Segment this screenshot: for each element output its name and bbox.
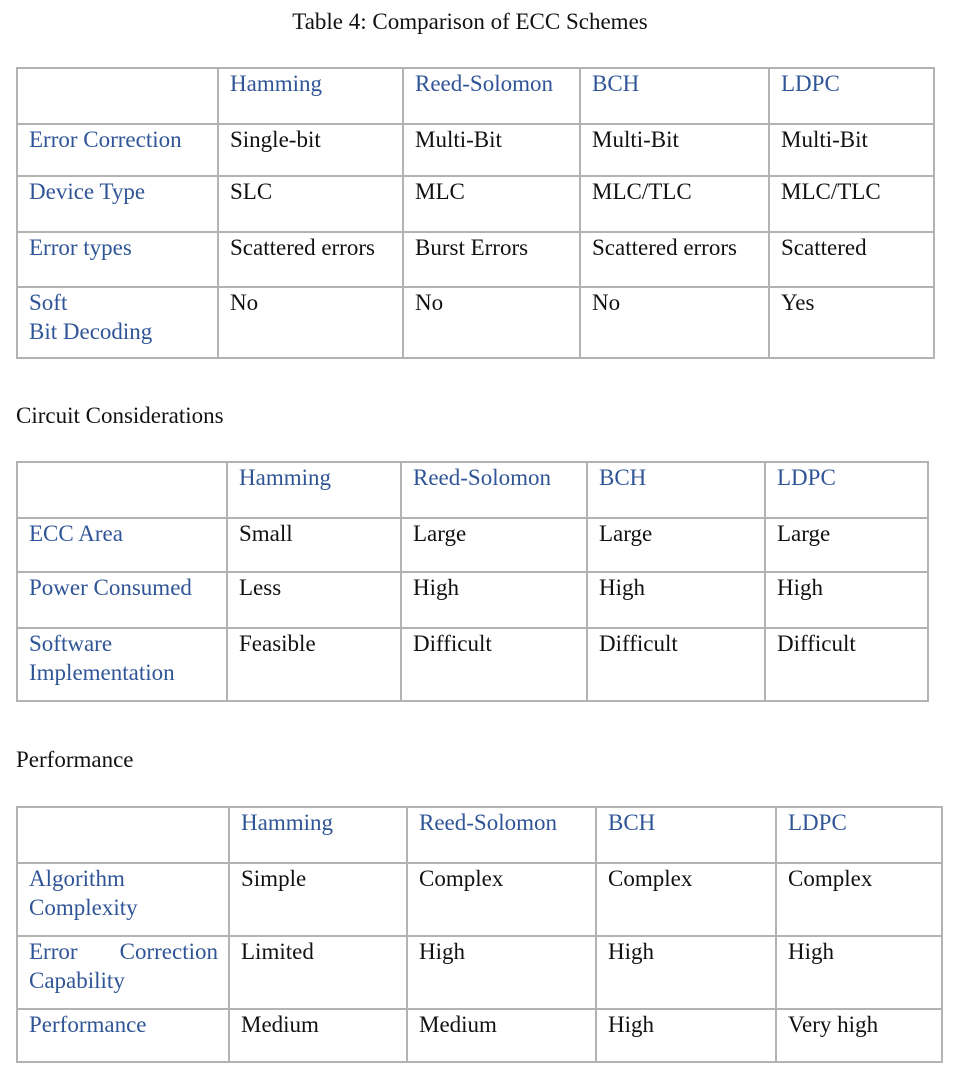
table-cell: Very high — [776, 1009, 942, 1062]
row-label-software-implementation — [17, 628, 227, 701]
table-row — [17, 518, 928, 572]
table-cell: Limited — [229, 936, 407, 1009]
table-cell: Multi-Bit — [769, 124, 934, 176]
table-row — [17, 124, 934, 176]
table-cell: No — [580, 287, 769, 358]
table-cell: High — [401, 572, 587, 628]
table-row — [17, 936, 942, 1009]
table-cell: Multi-Bit — [403, 124, 580, 176]
row-label-line: Implementation — [29, 660, 175, 685]
circuit-considerations-table — [16, 461, 929, 702]
table-cell: Large — [765, 518, 928, 572]
table-cell: Less — [227, 572, 401, 628]
table-row — [17, 287, 934, 358]
column-header-ldpc: LDPC — [769, 68, 934, 124]
table-cell: No — [403, 287, 580, 358]
table-cell: Medium — [229, 1009, 407, 1062]
table-cell: MLC/TLC — [580, 176, 769, 232]
table-cell: Difficult — [401, 628, 587, 701]
column-header-ldpc: LDPC — [765, 462, 928, 518]
row-label-line: Software — [29, 631, 113, 656]
header-empty-cell — [17, 462, 227, 518]
column-header-hamming: Hamming — [229, 807, 407, 863]
table-cell: High — [765, 572, 928, 628]
section-heading-circuit: Circuit Considerations — [16, 403, 224, 428]
table-header-row — [17, 462, 928, 518]
column-header-hamming: Hamming — [218, 68, 403, 124]
column-header-bch: BCH — [587, 462, 765, 518]
column-header-reed-solomon: Reed-Solomon — [407, 807, 596, 863]
table-cell: High — [596, 936, 776, 1009]
table-cell: Large — [587, 518, 765, 572]
table-row — [17, 628, 928, 701]
table-cell: MLC — [403, 176, 580, 232]
ecc-comparison-table — [16, 67, 935, 359]
table-row — [17, 232, 934, 287]
row-label-line: Capability — [29, 968, 125, 993]
table-cell: SLC — [218, 176, 403, 232]
table-header-row — [17, 807, 942, 863]
section-heading-performance: Performance — [16, 747, 134, 772]
column-header-reed-solomon: Reed-Solomon — [401, 462, 587, 518]
performance-table — [16, 806, 943, 1063]
table-cell: Yes — [769, 287, 934, 358]
header-empty-cell — [17, 68, 218, 124]
table-cell: High — [587, 572, 765, 628]
table-cell: Medium — [407, 1009, 596, 1062]
column-header-reed-solomon: Reed-Solomon — [403, 68, 580, 124]
table-cell: Scattered errors — [218, 232, 403, 287]
row-label-line: Soft — [29, 290, 68, 315]
row-label-line: Bit Decoding — [29, 319, 153, 344]
row-label-device-type: Device Type — [17, 176, 218, 232]
table-caption: Table 4: Comparison of ECC Schemes — [292, 9, 648, 34]
row-label-algorithm-complexity — [17, 863, 229, 936]
table-cell: MLC/TLC — [769, 176, 934, 232]
table-cell: Complex — [776, 863, 942, 936]
table-cell: Feasible — [227, 628, 401, 701]
column-header-ldpc: LDPC — [776, 807, 942, 863]
table-cell: Complex — [596, 863, 776, 936]
column-header-hamming: Hamming — [227, 462, 401, 518]
table-cell: No — [218, 287, 403, 358]
table-cell: High — [776, 936, 942, 1009]
table-cell: Small — [227, 518, 401, 572]
table-cell: High — [596, 1009, 776, 1062]
table-row — [17, 1009, 942, 1062]
column-header-bch: BCH — [596, 807, 776, 863]
table-cell: Single-bit — [218, 124, 403, 176]
table-cell: Complex — [407, 863, 596, 936]
table-row — [17, 572, 928, 628]
table-cell: Simple — [229, 863, 407, 936]
table-row — [17, 863, 942, 936]
row-label-line: Complexity — [29, 895, 138, 920]
row-label-ecc-area: ECC Area — [17, 518, 227, 572]
table-cell: Scattered errors — [580, 232, 769, 287]
table-cell: Large — [401, 518, 587, 572]
table-row — [17, 176, 934, 232]
row-label-line: Error Correction — [29, 939, 218, 964]
row-label-performance: Performance — [17, 1009, 229, 1062]
row-label-soft-bit-decoding — [17, 287, 218, 358]
table-cell: Difficult — [587, 628, 765, 701]
table-cell: Difficult — [765, 628, 928, 701]
row-label-error-correction-capability — [17, 936, 229, 1009]
table-cell: Scattered — [769, 232, 934, 287]
row-label-error-correction: Error Correction — [17, 124, 218, 176]
table-header-row — [17, 68, 934, 124]
row-label-error-types: Error types — [17, 232, 218, 287]
table-cell: Burst Errors — [403, 232, 580, 287]
header-empty-cell — [17, 807, 229, 863]
table-cell: High — [407, 936, 596, 1009]
table-cell: Multi-Bit — [580, 124, 769, 176]
column-header-bch: BCH — [580, 68, 769, 124]
row-label-power-consumed: Power Consumed — [17, 572, 227, 628]
row-label-line: Algorithm — [29, 866, 125, 891]
